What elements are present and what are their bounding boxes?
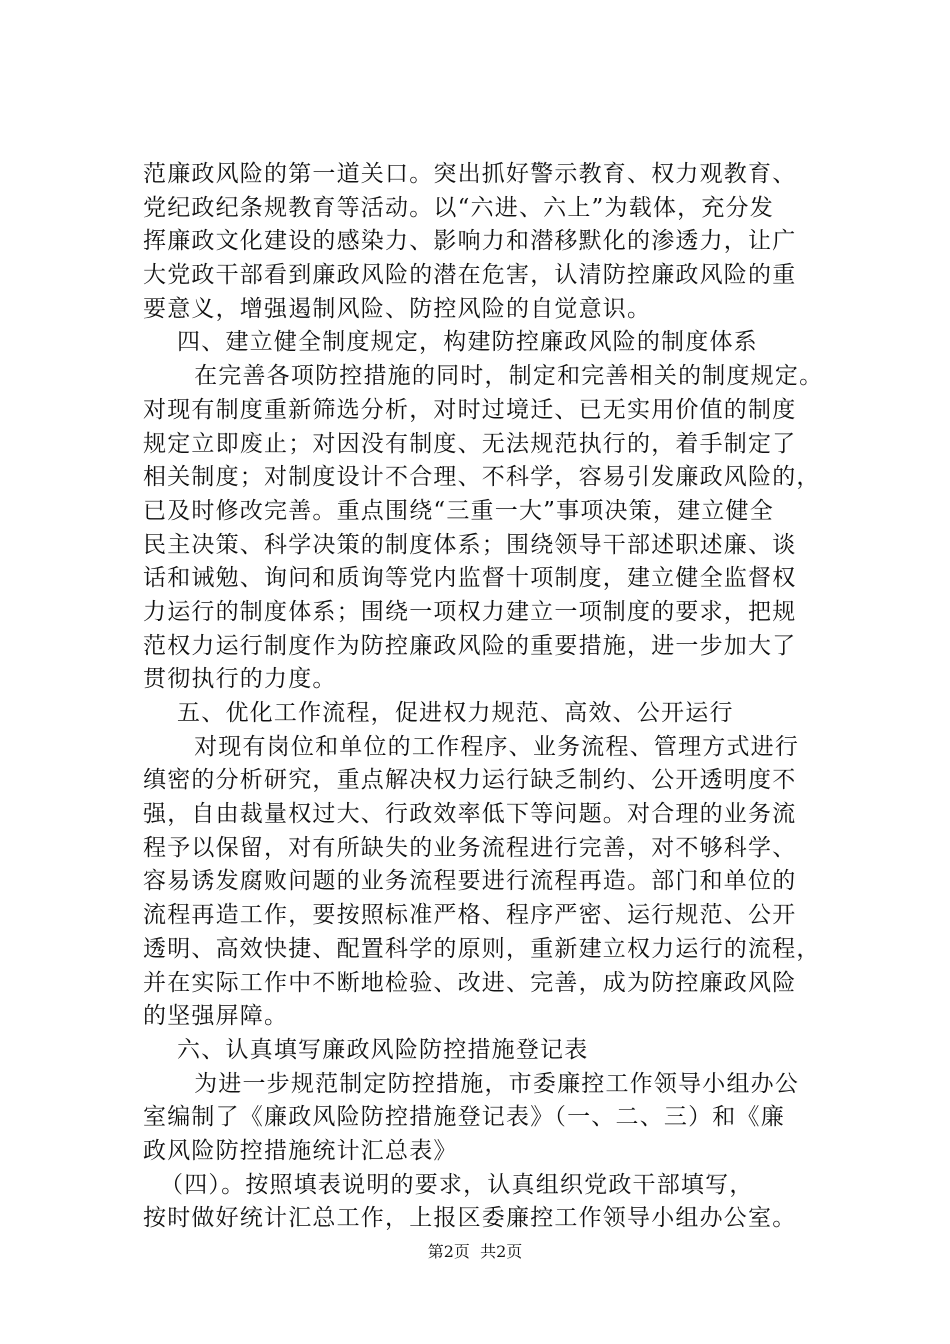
page-footer bbox=[0, 1242, 950, 1262]
text-line: 民主决策、科学决策的制度体系；围绕领导干部述职述廉、谈 bbox=[143, 531, 797, 558]
text-line: 力运行的制度体系；围绕一项权力建立一项制度的要求，把规 bbox=[143, 598, 797, 625]
text-line: 对现有制度重新筛选分析，对时过境迁、已无实用价值的制度 bbox=[143, 396, 797, 423]
text-line: 范权力运行制度作为防控廉政风险的重要措施，进一步加大了 bbox=[143, 632, 797, 659]
text-line: 政风险防控措施统计汇总表》 bbox=[143, 1137, 458, 1164]
text-line: 在完善各项防控措施的同时，制定和完善相关的制度规定。 bbox=[143, 363, 824, 390]
section-heading-6: 六、认真填写廉政风险防控措施登记表 bbox=[143, 1036, 589, 1063]
text-line: 为进一步规范制定防控措施，市委廉控工作领导小组办公 bbox=[143, 1070, 800, 1097]
text-line: 规定立即废止；对因没有制度、无法规范执行的，着手制定了 bbox=[143, 430, 797, 457]
text-line: 话和诫勉、询问和质询等党内监督十项制度，建立健全监督权 bbox=[143, 565, 797, 592]
text-line: 强，自由裁量权过大、行政效率低下等问题。对合理的业务流 bbox=[143, 801, 797, 828]
text-line: 流程再造工作，要按照标准严格、程序严密、运行规范、公开 bbox=[143, 902, 797, 929]
section-heading-4: 四、建立健全制度规定，构建防控廉政风险的制度体系 bbox=[143, 329, 758, 356]
text-line: 要意义，增强遏制风险、防控风险的自觉意识。 bbox=[143, 295, 652, 322]
text-line: （四）。按照填表说明的要求，认真组织党政干部填写， bbox=[143, 1171, 754, 1198]
text-line: 大党政干部看到廉政风险的潜在危害，认清防控廉政风险的重 bbox=[143, 262, 797, 289]
text-line: 对现有岗位和单位的工作程序、业务流程、管理方式进行 bbox=[143, 733, 800, 760]
section-heading-5: 五、优化工作流程，促进权力规范、高效、公开运行 bbox=[143, 700, 734, 726]
text-line: 相关制度；对制度设计不合理、不科学，容易引发廉政风险的， bbox=[143, 464, 821, 491]
text-line: 按时做好统计汇总工作，上报区委廉控工作领导小组办公室。 bbox=[143, 1205, 797, 1232]
page-number-label: 第2页 共2页 bbox=[427, 1242, 523, 1261]
text-line: 容易诱发腐败问题的业务流程要进行流程再造。部门和单位的 bbox=[143, 868, 797, 895]
text-line: 党纪政纪条规教育等活动。以“六进、六上”为载体，充分发 bbox=[143, 194, 774, 221]
text-line: 范廉政风险的第一道关口。突出抓好警示教育、权力观教育、 bbox=[143, 161, 797, 187]
text-line: 的坚强屏障。 bbox=[143, 1003, 289, 1030]
text-line: 已及时修改完善。重点围绕“三重一大”事项决策，建立健全 bbox=[143, 497, 774, 524]
text-line: 挥廉政文化建设的感染力、影响力和潜移默化的渗透力，让广 bbox=[143, 228, 797, 255]
text-line: 贯彻执行的力度。 bbox=[143, 666, 337, 693]
text-line: 透明、高效快捷、配置科学的原则，重新建立权力运行的流程， bbox=[143, 935, 821, 962]
body-text bbox=[143, 158, 833, 1236]
text-line: 室编制了《廉政风险防控措施登记表》（一、二、三）和《廉 bbox=[143, 1104, 785, 1131]
text-line: 程予以保留，对有所缺失的业务流程进行完善，对不够科学、 bbox=[143, 834, 797, 861]
text-line: 缜密的分析研究，重点解决权力运行缺乏制约、公开透明度不 bbox=[143, 767, 797, 794]
text-line: 并在实际工作中不断地检验、改进、完善，成为防控廉政风险 bbox=[143, 969, 797, 996]
